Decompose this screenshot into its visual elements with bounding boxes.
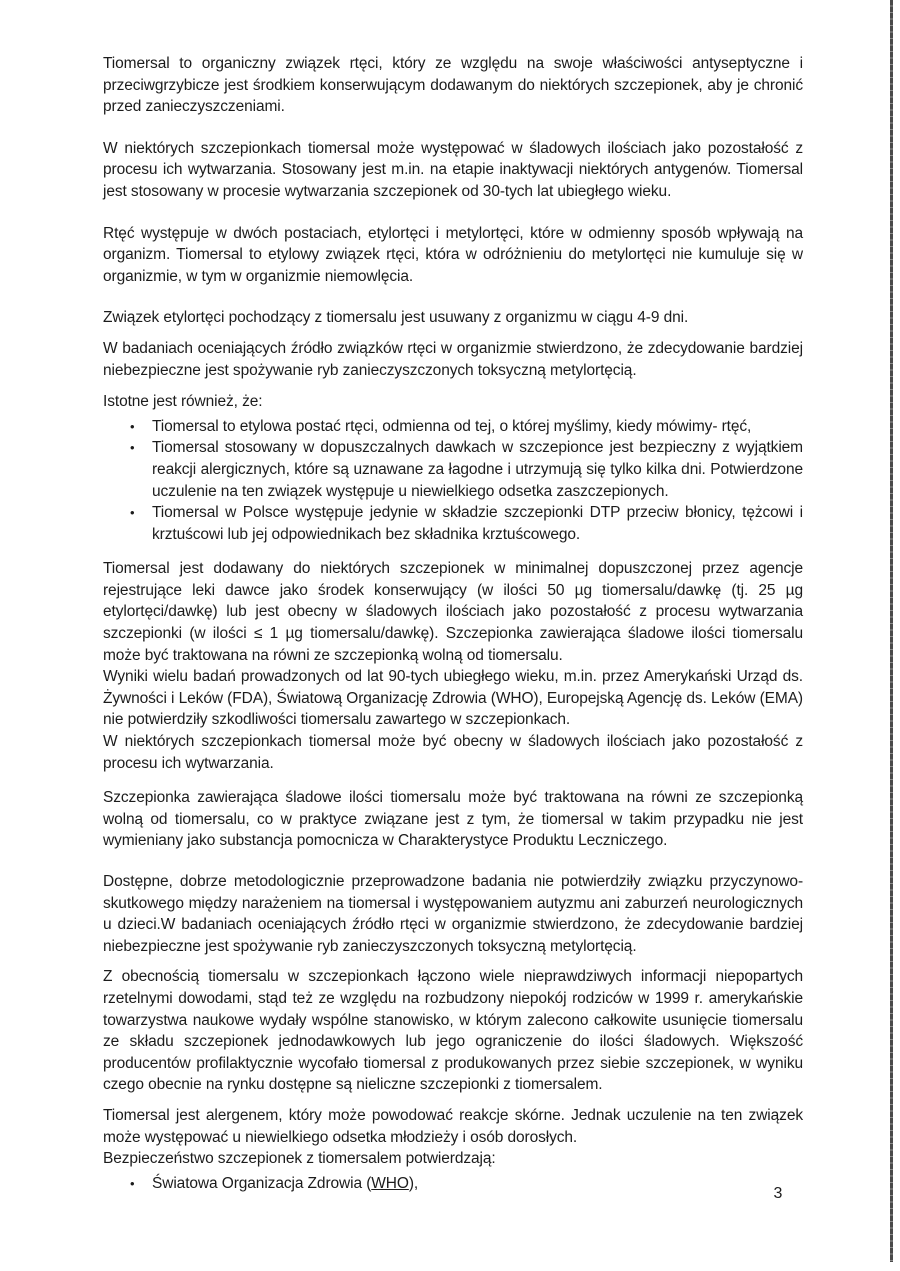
document-body [103, 53, 803, 1207]
paragraph-intro: Tiomersal to organiczny związek rtęci, który ze względu na swoje właściwości antyseptyczne i przeciwgrzybicze jest środkiem konserwującym dodawanym do niektórych szczepionek, aby je chronić przed zanieczyszczeniami. [103, 55, 803, 116]
page-number: 3 [773, 1185, 783, 1202]
paragraph-allergen: Tiomersal jest alergenem, który może powodować reakcje skórne. Jednak uczulenie na ten związek może występować u niewielkiego odsetka młodzieży i osób dorosłych. [103, 1106, 803, 1146]
paragraph-history-1999: Z obecnością tiomersalu w szczepionkach łączono wiele nieprawdziwych informacji niepopartych rzetelnymi dowodami, stąd też ze względu na rozbudzony niepokój rodziców w 1999 r. amerykańskie towarzystwa naukowe wydały wspólne stanowisko, w którym zalecono całkowite usunięcie tiomersalu ze składu szczepionek jednodawkowych lub jego ograniczenie do ilości śladowych. Większość producentów profilaktycznie wycofało tiomersal z produkowanych przez siebie szczepionek, w wyniku czego obecnie na rynku dostępne są nieliczne szczepionki z tiomersalem. [103, 968, 803, 1094]
confirm-item-prefix: Światowa Organizacja Zdrowia ( [152, 1174, 372, 1192]
lead-in-line: Istotne jest również, że: [103, 393, 263, 411]
safety-lead-line: Bezpieczeństwo szczepionek z tiomersalem potwierdzają: [103, 1150, 496, 1168]
list-item-text: Tiomersal w Polsce występuje jedynie w składzie szczepionki DTP przeciw błonicy, tężcowi i krztuścowi lub jej odpowiednikach bez składnika krztuścowego. [152, 504, 803, 543]
list-item-text [152, 1173, 803, 1195]
paragraph-no-autism-link: Dostępne, dobrze metodologicznie przeprowadzone badania nie potwierdziły związku przyczynowo-skutkowego między narażeniem na tiomersal i występowaniem autyzmu ani zaburzeń neurologicznych u dzieci.W badaniach oceniających źródło rtęci w organizmie stwierdzono, że zdecydowanie bardziej niebezpieczne jest spożywanie ryb zanieczyszczonych toksyczną metylortęcią. [103, 873, 803, 955]
list-item [130, 416, 803, 438]
list-item [130, 502, 803, 545]
key-points-list [103, 416, 803, 546]
paragraph-mercury-forms: Rtęć występuje w dwóch postaciach, etylortęci i metylortęci, które w odmienny sposób wpływają na organizm. Tiomersal to etylowy związek rtęci, która w odróżnieniu do metylortęci nie kumuluje się w organizmie, w tym w organizmie niemowlęcia. [103, 224, 803, 285]
paragraph-fish-studies: W badaniach oceniających źródło związków rtęci w organizmie stwierdzono, że zdecydowanie bardziej niebezpieczne jest spożywanie ryb zanieczyszczonych toksyczną metylortęcią. [103, 339, 803, 379]
bullet-icon: • [130, 440, 135, 456]
paragraph-trace-amounts: W niektórych szczepionkach tiomersal może występować w śladowych ilościach jako pozostałość z procesu ich wytwarzania. Stosowany jest m.in. na etapie inaktywacji niektórych antygenów. Tiomersal jest stosowany w procesie wytwarzania szczepionek od 30-tych lat ubiegłego wieku. [103, 139, 803, 200]
bullet-icon: • [130, 505, 135, 521]
dose-block [103, 558, 803, 774]
list-item [130, 1173, 803, 1195]
paragraph-equivalence: Szczepionka zawierająca śladowe ilości tiomersalu może być traktowana na równi ze szczepionką wolną od tiomersalu, co w praktyce związane jest z tym, że tiomersal w takim przypadku nie jest wymieniany jako substancja pomocnicza w Charakterystyce Produktu Leczniczego. [103, 789, 803, 850]
who-link[interactable]: WHO [371, 1174, 409, 1192]
bullet-icon: • [130, 1175, 135, 1191]
bullet-icon: • [130, 418, 135, 434]
paragraph-trace-repeat: W niektórych szczepionkach tiomersal może być obecny w śladowych ilościach jako pozostałość z procesu ich wytwarzania. [103, 733, 803, 772]
list-item-text: Tiomersal stosowany w dopuszczalnych dawkach w szczepionce jest bezpieczny z wyjątkiem reakcji alergicznych, które są uznawane za łagodne i utrzymują się tylko kilka dni. Potwierdzone uczulenie na ten związek występuje u niewielkiego odsetka zaszczepionych. [152, 439, 803, 500]
confirm-list [103, 1173, 803, 1195]
scan-edge-line [890, 0, 893, 1262]
list-item [130, 437, 803, 502]
paragraph-agencies: Wyniki wielu badań prowadzonych od lat 90-tych ubiegłego wieku, m.in. przez Amerykański Urząd ds. Żywności i Leków (FDA), Światową Organizację Zdrowia (WHO), Europejską Agencję ds. Leków (EMA) nie potwierdziły szkodliwości tiomersalu zawartego w szczepionkach. [103, 668, 803, 729]
paragraph-preservative-dose: Tiomersal jest dodawany do niektórych szczepionek w minimalnej dopuszczonej przez agencje rejestrujące leki dawce jako środek konserwujący (w ilości 50 µg tiomersalu/dawkę (tj. 25 µg etylortęci/dawkę) lub jest obecny w śladowych ilościach jako pozostałość z procesu wytwarzania szczepionki (w ilości ≤ 1 µg tiomersalu/dawkę). Szczepionka zawierająca śladowe ilości tiomersalu może być traktowana na równi ze szczepionką wolną od tiomersalu. [103, 560, 803, 664]
confirm-item-suffix: ), [408, 1174, 419, 1192]
paragraph-elimination: Związek etylortęci pochodzący z tiomersalu jest usuwany z organizmu w ciągu 4-9 dni. [103, 309, 689, 327]
list-item-text: Tiomersal to etylowa postać rtęci, odmienna od tej, o której myślimy, kiedy mówimy- rtęć, [152, 417, 752, 435]
